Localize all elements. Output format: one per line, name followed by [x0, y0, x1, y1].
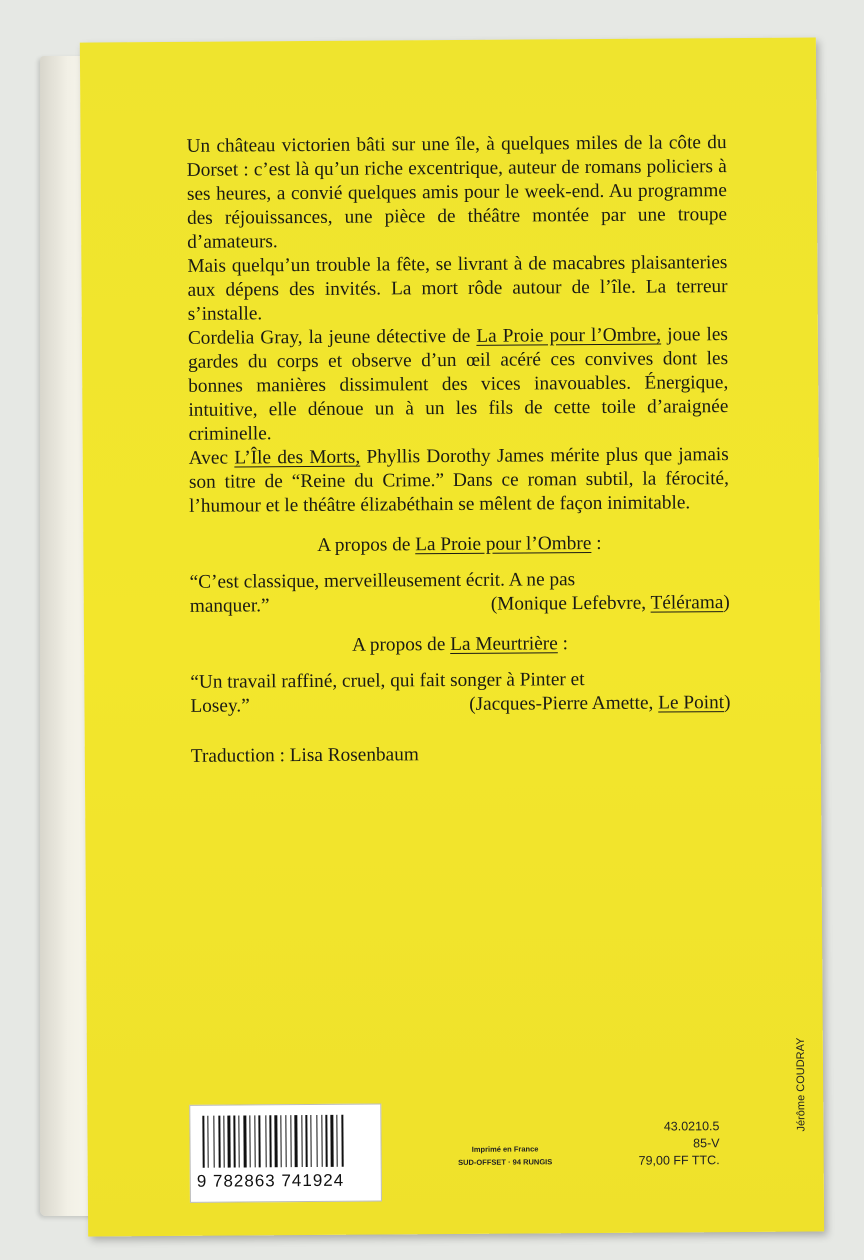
text-segment: manquer.” [189, 595, 270, 617]
back-cover [80, 37, 824, 1236]
barcode-bar [298, 1115, 300, 1167]
book-title: L’Île des Morts, [234, 446, 361, 469]
barcode-bar [294, 1115, 297, 1167]
barcode-bar [282, 1115, 284, 1167]
blurb-paragraph-3 [188, 323, 729, 447]
cover-artist-credit: Jérôme COUDRAY [794, 1037, 808, 1132]
barcode-bar [258, 1115, 260, 1167]
text-segment: joue les gardes du corps et observe d’un œil acéré ces convives dont les bonnes manières dissimulent des vices inavouables. Énergique, intuitive, elle dénoue un à un les fils de cette toile d’araignée criminelle. [188, 324, 729, 445]
barcode-bar [218, 1116, 220, 1168]
review-source-2 [469, 691, 730, 717]
review-quote-1-end [190, 591, 730, 619]
catalog-series: 85-V [693, 1136, 720, 1151]
barcode [189, 1104, 382, 1203]
review-quote-1: “C’est classique, merveilleusement écrit. A ne pas [189, 569, 576, 593]
barcode-bar [325, 1115, 327, 1167]
printer-info [443, 1142, 568, 1169]
text-segment: Losey.” [190, 695, 250, 717]
blurb-paragraph-4 [189, 443, 729, 519]
barcode-bar [269, 1115, 271, 1167]
printer-line-1: Imprimé en France [471, 1144, 539, 1154]
printer-line-2: SUD-OFFSET · 94 RUNGIS [458, 1157, 553, 1167]
text-segment: A propos de [352, 634, 451, 656]
review-heading-1 [189, 531, 729, 559]
book-title-link: La Proie pour l’Ombre, [476, 324, 662, 347]
barcode-bar [215, 1116, 217, 1168]
barcode-bar [209, 1116, 212, 1168]
text-segment: (Monique Lefebvre, [490, 592, 651, 615]
isbn-number: 9 782863 741924 [196, 1170, 345, 1191]
price: 79,00 FF TTC. [638, 1153, 720, 1168]
barcode-bar [330, 1115, 333, 1167]
barcode-bar [287, 1115, 289, 1167]
barcode-bar [233, 1116, 235, 1168]
text-segment: ) [723, 592, 730, 614]
catalog-number: 43.0210.5 [663, 1119, 720, 1134]
text-segment: ) [723, 692, 731, 714]
barcode-bar [227, 1116, 230, 1168]
barcode-bar [318, 1115, 320, 1167]
barcode-bar [274, 1115, 277, 1167]
barcode-bar [338, 1115, 340, 1167]
text-segment: : [557, 633, 569, 655]
barcode-bar [344, 1115, 345, 1167]
blurb-text [186, 131, 730, 769]
blurb-paragraph-1: Un château victorien bâti sur une île, à quelques miles de la côte du Dorset : c’est là qu’un riche excentrique, auteur de romans policiers à ses heures, a convié quelques amis pour le week-end. Au programme des réjouissances, une pièce de théâtre montée par une troupe d’amateurs. [186, 132, 728, 253]
catalog-codes [609, 1118, 719, 1170]
blurb-paragraph-2: Mais quelqu’un trouble la fête, se livrant à de macabres plaisanteries aux dépens des invités. La mort rôde autour de l’île. La terreur s’installe. [187, 252, 728, 325]
text-segment: (Jacques-Pierre Amette, [469, 692, 659, 715]
translator-credit: Traduction : Lisa Rosenbaum [190, 744, 419, 767]
barcode-bar [243, 1115, 246, 1167]
review-source-1 [491, 591, 730, 617]
text-segment: Avec [188, 447, 235, 469]
text-segment: : [591, 532, 602, 555]
barcode-bar [251, 1115, 253, 1167]
review-quote-2-end [190, 691, 730, 719]
review-quote-2: “Un travail raffiné, cruel, qui fait songer à Pinter et [190, 669, 585, 693]
review-heading-2 [190, 631, 730, 659]
text-segment: A propos de [317, 534, 416, 556]
barcode-bar [341, 1115, 343, 1167]
barcode-bar [305, 1115, 307, 1167]
barcode-bar [202, 1116, 204, 1168]
text-segment: Cordelia Gray, la jeune détective de [187, 325, 477, 349]
barcode-bar [261, 1115, 264, 1167]
text-segment: Phyllis Dorothy James mérite plus que jamais son titre de “Reine du Crime.” Dans ce roman subtil, la férocité, l’humour et le théâtre élizabéthain se mêlent de façon inimitable. [188, 444, 729, 517]
review-book-title: La Meurtrière [450, 633, 558, 656]
publication-name: Télérama [650, 592, 724, 614]
barcode-bar [312, 1115, 315, 1167]
barcode-bars [202, 1115, 368, 1168]
barcode-bar [240, 1115, 242, 1167]
publication-name: Le Point [658, 692, 725, 714]
review-book-title: La Proie pour l’Ombre [415, 533, 592, 556]
